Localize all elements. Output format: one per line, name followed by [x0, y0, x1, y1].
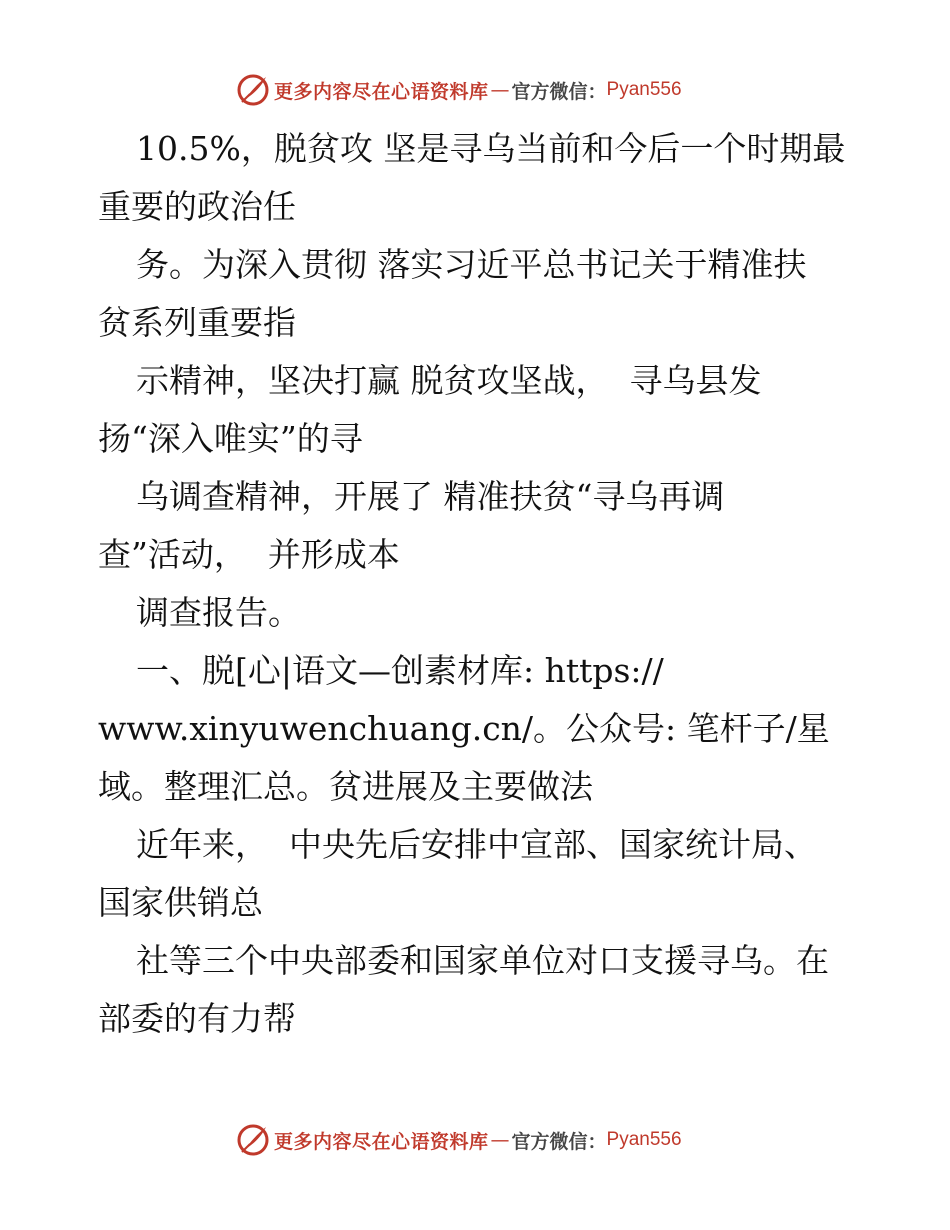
text-line: 一、脱[心|语文—创素材库: https:// — [136, 651, 664, 690]
watermark-separator: — — [490, 1129, 510, 1151]
text-line: 社等三个中央部委和国家单位对口支援寻乌。在 — [136, 941, 829, 980]
watermark-separator: — — [490, 79, 510, 101]
feather-in-circle-icon — [236, 73, 270, 107]
feather-in-circle-icon — [236, 1123, 270, 1157]
watermark-wechat-account: Pyan556 — [606, 79, 682, 100]
text-line: www.xinyuwenchuang.cn/。公众号: 笔杆子/星 — [98, 709, 830, 748]
header-watermark — [236, 72, 756, 108]
text-line: 10.5%，脱贫攻 坚是寻乌当前和今后一个时期最 — [136, 129, 846, 168]
watermark-wechat-label: 官方微信： — [511, 80, 607, 103]
text-line: 务。为深入贯彻 落实习近平总书记关于精准扶 — [136, 245, 807, 284]
text-line: 域。整理汇总。贫进展及主要做法 — [98, 767, 593, 806]
text-line: 调查报告。 — [136, 593, 301, 632]
text-line: 示精神，坚决打赢 脱贫攻坚战， 寻乌县发 — [136, 361, 762, 400]
text-line: 乌调查精神，开展了 精准扶贫“寻乌再调 — [136, 477, 725, 516]
text-line: 国家供销总 — [98, 883, 263, 922]
text-line: 扬“深入唯实”的寻 — [98, 419, 363, 458]
text-line: 部委的有力帮 — [98, 999, 296, 1038]
watermark-wechat-account: Pyan556 — [606, 1129, 682, 1150]
footer-watermark — [236, 1122, 756, 1158]
watermark-brand: 更多内容尽在心语资料库 — [274, 1130, 489, 1153]
watermark-brand: 更多内容尽在心语资料库 — [274, 80, 489, 103]
text-line: 重要的政治任 — [98, 187, 296, 226]
text-line: 查”活动， 并形成本 — [98, 535, 400, 574]
text-line: 近年来， 中央先后安排中宣部、国家统计局、 — [136, 825, 817, 864]
text-line: 贫系列重要指 — [98, 303, 296, 342]
watermark-wechat-label: 官方微信： — [511, 1130, 607, 1153]
